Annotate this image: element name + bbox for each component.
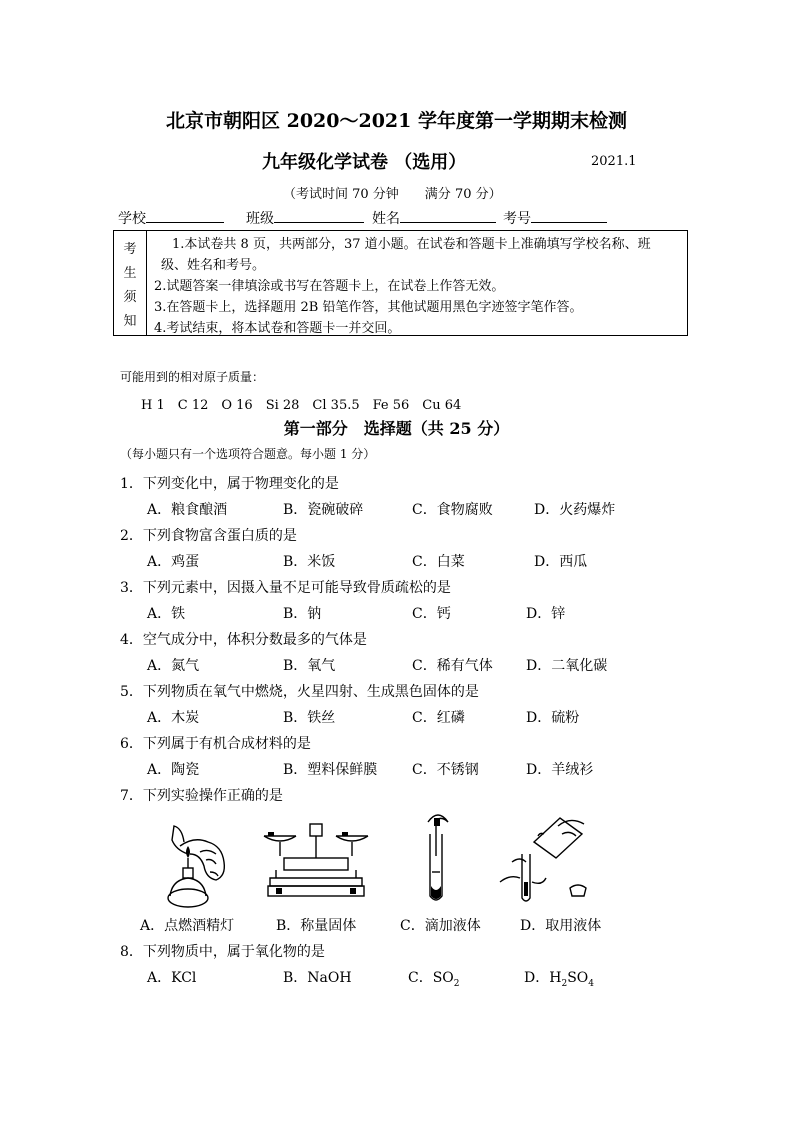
option: A．木炭 [147, 710, 200, 726]
option: D．硫粉 [526, 710, 580, 726]
name-blank [400, 208, 496, 223]
section-instruction: （每小题只有一个选项符合题意。每小题 1 分） [120, 447, 376, 461]
option: B．米饭 [283, 554, 336, 570]
option: C．白菜 [412, 554, 465, 570]
option: C．钙 [412, 606, 451, 622]
exam-subtitle: 九年级化学试卷 （选用） [262, 152, 467, 173]
notice-line: 4.考试结束，将本试卷和答题卡一并交回。 [154, 321, 401, 336]
option: A．氮气 [147, 658, 200, 674]
option-c: C．$SO_2$ [408, 970, 460, 989]
dropper-figure [418, 810, 458, 906]
question-stem: 1．下列变化中，属于物理变化的是 [120, 476, 339, 492]
section-title: 第一部分 选择题（共 25 分） [283, 419, 510, 438]
question-stem: 7．下列实验操作正确的是 [120, 788, 283, 804]
option: B．氧气 [283, 658, 336, 674]
question-stem: 5．下列物质在氧气中燃烧，火星四射、生成黑色固体的是 [120, 684, 479, 700]
pour-liquid-figure [498, 812, 594, 906]
question-stem: 4．空气成分中，体积分数最多的气体是 [120, 632, 367, 648]
option: D．羊绒衫 [526, 762, 594, 778]
exam-no-field: 考号 [503, 208, 607, 228]
option: B．瓷碗破碎 [283, 502, 364, 518]
option-b: B．NaOH [283, 970, 352, 986]
option: A．粮食酿酒 [147, 502, 228, 518]
class-field: 班级 [246, 208, 364, 228]
question-stem: 6．下列属于有机合成材料的是 [120, 736, 311, 752]
option: D．取用液体 [520, 918, 602, 934]
notice-line: 2.试题答案一律填涂或书写在答题卡上，在试卷上作答无效。 [154, 279, 505, 294]
option: D．火药爆炸 [534, 502, 616, 518]
option: D．二氧化碳 [526, 658, 608, 674]
question-stem: 8．下列物质中，属于氧化物的是 [120, 944, 325, 960]
exam-time-info: （考试时间 70 分钟 满分 70 分） [283, 187, 502, 202]
atomic-mass-values: H 1 C 12 O 16 Si 28 Cl 35.5 Fe 56 Cu 64 [141, 398, 462, 413]
option: A．铁 [147, 606, 186, 622]
option: C．红磷 [412, 710, 465, 726]
option: A．点燃酒精灯 [140, 918, 235, 934]
exam-date: 2021.1 [591, 154, 637, 169]
atomic-mass-heading: 可能用到的相对原子质量： [120, 370, 265, 384]
school-blank [146, 208, 224, 223]
option: C．滴加液体 [400, 918, 481, 934]
option-d: D．$H_2SO_4$ [524, 970, 594, 989]
option: D．锌 [526, 606, 566, 622]
option: C．不锈钢 [412, 762, 479, 778]
alcohol-lamp-figure [160, 818, 240, 910]
school-field: 学校 [118, 208, 224, 228]
option-a: A．KCl [147, 970, 197, 986]
name-field: 姓名 [372, 208, 496, 228]
notice-line: 1.本试卷共 8 页，共两部分，37 道小题。在试卷和答题卡上准确填写学校名称、班 [172, 237, 651, 252]
option: B．钠 [283, 606, 322, 622]
notice-box [113, 230, 688, 336]
option: C．食物腐败 [412, 502, 493, 518]
notice-text [154, 234, 684, 339]
option: A．鸡蛋 [147, 554, 200, 570]
option: C．稀有气体 [412, 658, 493, 674]
notice-label: 考 生 须 知 [114, 231, 147, 335]
notice-line: 3.在答题卡上，选择题用 2B 铅笔作答，其他试题用黑色字迹签字笔作答。 [154, 300, 583, 315]
option: B．塑料保鲜膜 [283, 762, 378, 778]
question-stem: 3．下列元素中，因摄入量不足可能导致骨质疏松的是 [120, 580, 451, 596]
option: D．西瓜 [534, 554, 588, 570]
question-stem: 2．下列食物富含蛋白质的是 [120, 528, 297, 544]
option: A．陶瓷 [147, 762, 200, 778]
exam-title: 北京市朝阳区 2020～2021 学年度第一学期期末检测 [166, 110, 627, 132]
class-blank [274, 208, 364, 223]
option: B．称量固体 [276, 918, 357, 934]
notice-line: 级、姓名和考号。 [161, 258, 266, 273]
balance-figure [262, 822, 372, 902]
option: B．铁丝 [283, 710, 336, 726]
exam-no-blank [531, 208, 607, 223]
